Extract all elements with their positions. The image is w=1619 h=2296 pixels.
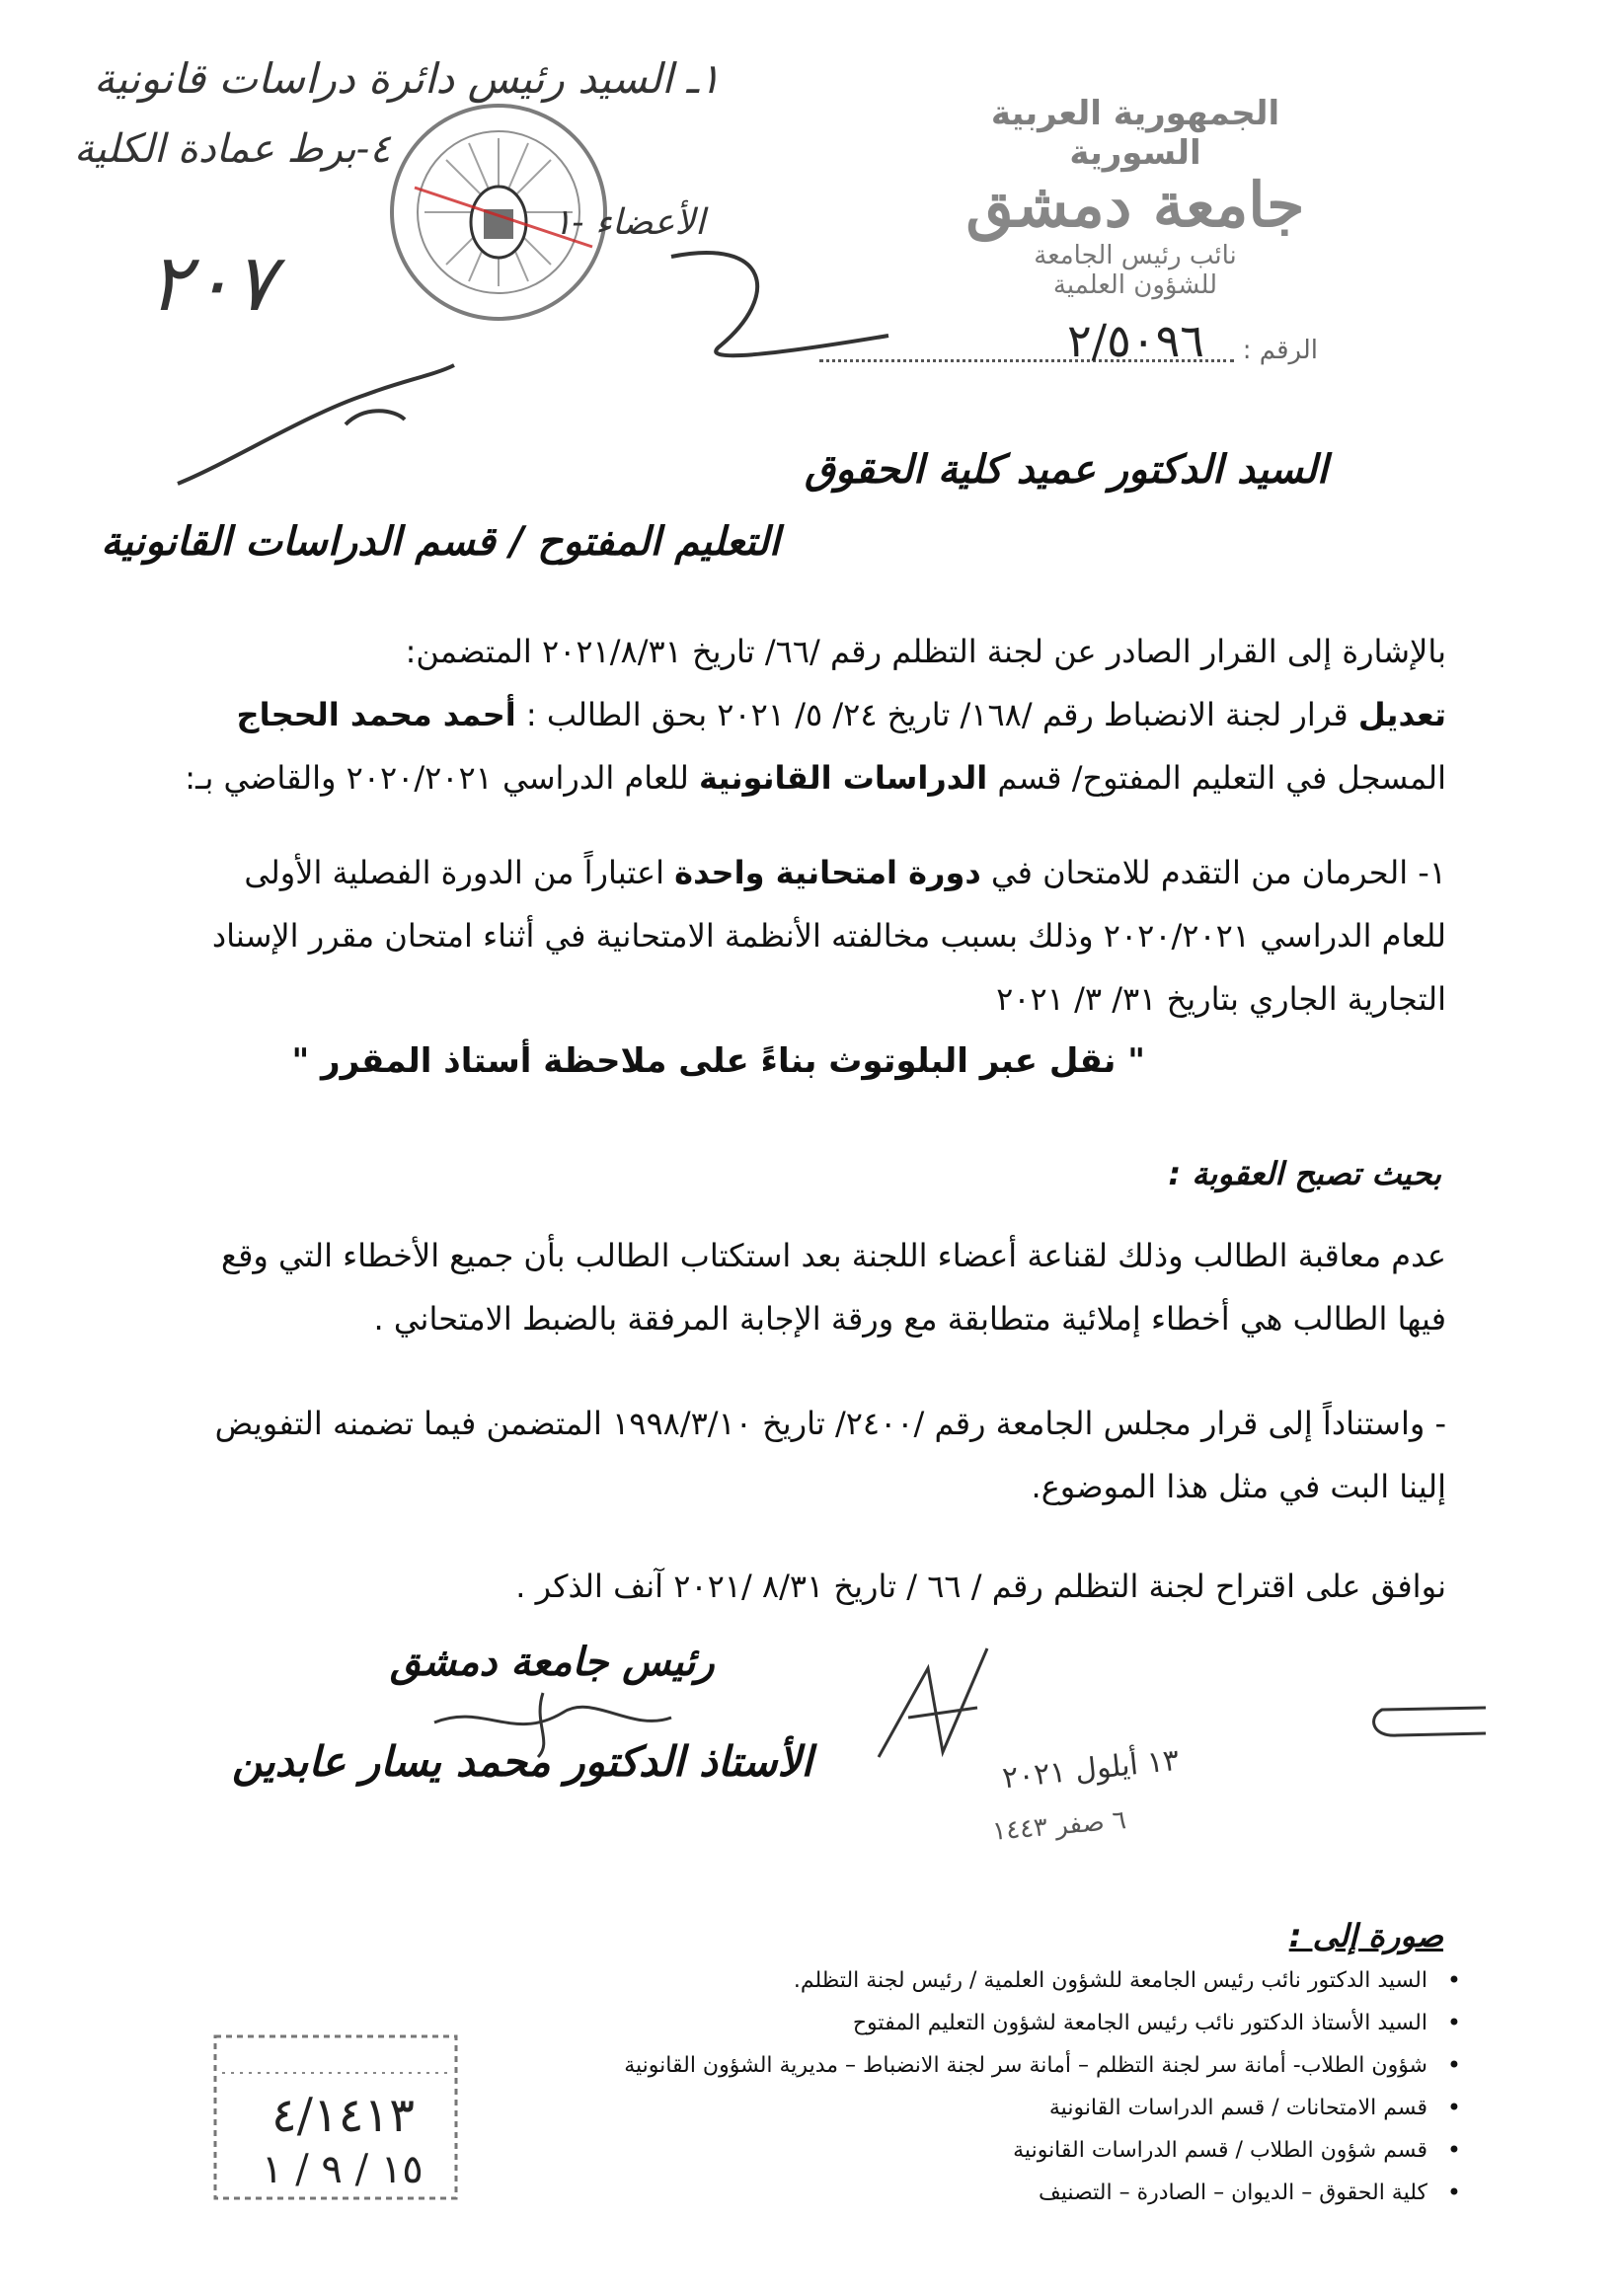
cc-item: السيد الدكتور نائب رئيس الجامعة للشؤون العلمية / رئيس لجنة التظلم. • [573, 1959, 1461, 2002]
cc-item: قسم الامتحانات / قسم الدراسات القانونية • [573, 2087, 1461, 2129]
paragraph-new-penalty: عدم معاقبة الطالب وذلك لقناعة أعضاء اللجنة بعد استكتاب الطالب بأن جميع الأخطاء التي وقع فيها الطالب هي أخطاء إملائية متطابقة مع ورقة الإجابة المرفقة بالضبط الامتحاني . [221, 1237, 1446, 1338]
addressee-line-1: السيد الدكتور عميد كلية الحقوق [804, 446, 1328, 493]
amend-word: تعديل [1357, 696, 1446, 733]
letterhead-office: نائب رئيس الجامعة [1034, 241, 1237, 270]
cc-item: قسم شؤون الطلاب / قسم الدراسات القانونية • [573, 2129, 1461, 2172]
body-line: بالإشارة إلى القرار الصادر عن لجنة التظلم رقم /٦٦/ تاريخ ٢٠٢١/٨/٣١ المتضمن: [405, 633, 1446, 670]
reference-line: الرقم : [805, 336, 1318, 365]
department-name: الدراسات القانونية [698, 759, 988, 797]
incoming-number: ٤/١٤١٣ [271, 2088, 416, 2143]
signatory-name: الأستاذ الدكتور محمد يسار عابدين [232, 1737, 813, 1786]
handwritten-scribble [168, 355, 464, 494]
body-line [173, 683, 1446, 746]
cc-label: صورة إلى : [1288, 1917, 1443, 1954]
paragraph-penalty [173, 841, 1446, 1031]
handwritten-note: ٤-برط عمادة الكلية [74, 126, 391, 172]
body-text: قرار لجنة الانضباط رقم /١٦٨/ تاريخ ٢٤/ ٥/ ٢٠٢١ بحق الطالب : [515, 696, 1358, 733]
body-text: المسجل في التعليم المفتوح/ قسم [987, 759, 1446, 797]
handwritten-page-number: ٢٠٧ [148, 237, 275, 329]
signatory-title: رئيس جامعة دمشق [390, 1639, 715, 1685]
reference-number: ٢/٥٠٩٦ [1066, 314, 1204, 367]
handwritten-note: الأعضاء -١ [553, 202, 706, 243]
signature-date: ١٣ أيلول ٢٠٢١ [1000, 1742, 1182, 1797]
signature-date-hijri: ٦ صفر ١٤٤٣ [990, 1805, 1127, 1847]
handwritten-initials [869, 1639, 1027, 1767]
body-text: للعام الدراسي ٢٠٢٠/٢٠٢١ والقاضي بـ: [185, 759, 699, 797]
section-heading: بحيث تصبح العقوبة : [1168, 1155, 1441, 1192]
letterhead-university: جامعة دمشق [965, 169, 1305, 241]
handwritten-note: ١ـ السيد رئيس دائرة دراسات قانونية [93, 54, 721, 103]
paragraph-authority: - واستناداً إلى قرار مجلس الجامعة رقم /٢٤٠٠/ تاريخ ١٩٩٨/٣/١٠ المتضمن فيما تضمنه التفويض إلينا البت في مثل هذا الموضوع. [214, 1405, 1446, 1505]
letterhead-country: الجمهورية العربية السورية [990, 94, 1280, 173]
cc-list [573, 1959, 1461, 2214]
handwritten-arrow [1357, 1688, 1496, 1747]
student-name: أحمد محمد الحجاج [236, 696, 516, 733]
addressee-line-2: التعليم المفتوح / قسم الدراسات القانونية [101, 518, 780, 565]
cc-item: السيد الأستاذ الدكتور نائب رئيس الجامعة لشؤون التعليم المفتوح • [573, 2002, 1461, 2044]
body-line [173, 746, 1446, 809]
letterhead-office-sub: للشؤون العلمية [1052, 270, 1218, 300]
penalty-bold: دورة امتحانية واحدة [674, 854, 981, 891]
cc-item: كلية الحقوق – الديوان – الصادرة – التصنيف • [573, 2172, 1461, 2214]
cc-item: شؤون الطلاب- أمانة سر لجنة التظلم – أمانة سر لجنة الانضباط – مديرية الشؤون القانونية • [573, 2044, 1461, 2087]
paragraph-reference [173, 620, 1446, 809]
incoming-date: ١٥ / ٩ / ١ [262, 2147, 424, 2192]
letterhead [948, 94, 1323, 300]
body-text: اعتباراً من الدورة الفصلية الأولى للعام الدراسي ٢٠٢٠/٢٠٢١ وذلك بسبب مخالفته الأنظمة الامتحانية في أثناء امتحان مقرر الإسناد التجارية الجاري بتاريخ ٣١/ ٣/ ٢٠٢١ [211, 854, 1446, 1018]
body-text: ١- الحرمان من التقدم للامتحان في [980, 854, 1446, 891]
reference-label: الرقم [1259, 336, 1318, 365]
violation-quote: " نقل عبر البلوتوث بناءً على ملاحظة أستاذ المقرر " [291, 1041, 1145, 1081]
paragraph-approval: نوافق على اقتراح لجنة التظلم رقم / ٦٦ / تاريخ ٨/٣١ /٢٠٢١ آنف الذكر . [515, 1568, 1446, 1605]
